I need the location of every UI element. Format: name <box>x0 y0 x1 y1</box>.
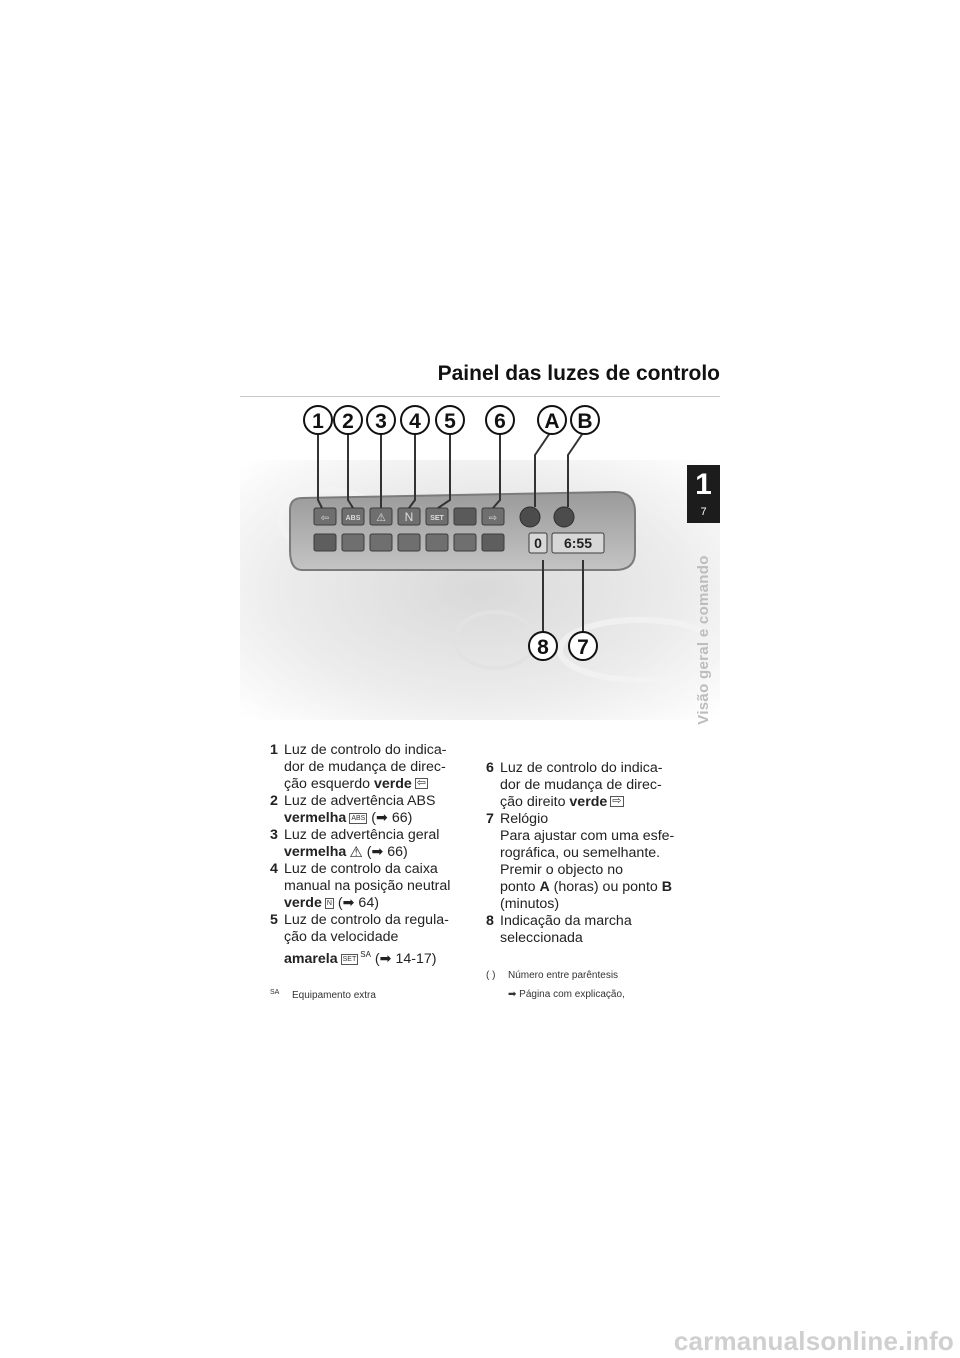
right-turn-icon: ⇨ <box>488 513 498 524</box>
callout-8-label: 8 <box>537 636 549 659</box>
title-divider <box>240 396 720 397</box>
left-turn-icon: ⇦ <box>416 777 427 789</box>
button-b <box>554 507 574 527</box>
callout-6-label: 6 <box>494 410 506 433</box>
lamp-coolant <box>342 534 364 551</box>
page-title: Painel das luzes de controlo <box>437 362 720 385</box>
callout-3-label: 3 <box>375 410 387 433</box>
callout-a-label: A <box>544 410 560 433</box>
sa-superscript: SA <box>360 950 371 959</box>
chapter-number: 1 <box>695 468 712 501</box>
callout-1-label: 1 <box>312 410 324 433</box>
lamp-fuel <box>454 534 476 551</box>
page-number: 7 <box>700 506 707 518</box>
list-item: 7 Relógio Para ajustar com uma esfe- rográfica, ou semelhante. Premir o objecto no ponto A (horas) ou ponto B (minutos) <box>486 811 675 912</box>
callout-b-label: B <box>577 410 593 433</box>
lamp-headlight <box>398 534 420 551</box>
list-item: 5 Luz de controlo da regula- ção da velocidade amarela $SET^{SA}$ (➡ 14-17) <box>270 912 449 967</box>
abs-icon: ABS <box>351 815 366 822</box>
instrument-panel-illustration <box>240 400 720 720</box>
chapter-side-label: Visão geral e comando <box>695 555 712 725</box>
lamp-oil <box>426 534 448 551</box>
legend-left-column <box>270 742 480 968</box>
button-a <box>520 507 540 527</box>
arrow-right-icon: ➡ <box>508 989 517 1000</box>
clock-value: 6:55 <box>563 535 593 551</box>
set-icon: SET <box>342 956 357 963</box>
chapter-tab <box>687 465 720 523</box>
lamp-bottom-7 <box>482 534 504 551</box>
lamp-row-top <box>314 507 574 527</box>
callout-2-label: 2 <box>342 410 354 433</box>
warning-icon: ⚠ <box>349 844 363 861</box>
callout-4-label: 4 <box>409 410 421 433</box>
gear-value: 0 <box>534 535 542 551</box>
abs-icon: ABS <box>345 515 361 522</box>
lamp-blank <box>454 508 476 525</box>
lamp-row-bottom <box>314 533 604 553</box>
callout-5-label: 5 <box>444 410 456 433</box>
footnote-page-reference: ➡ Página com explicação, <box>508 989 625 1000</box>
list-item: 8 Indicação da marcha seleccionada <box>486 913 632 946</box>
list-item: 2 Luz de advertência ABS vermelha ABS (➡ 66) <box>270 793 436 826</box>
callout-7-label: 7 <box>577 636 589 659</box>
lamp-panel <box>290 492 635 570</box>
neutral-icon: N <box>404 510 414 524</box>
warning-icon: ⚠ <box>376 512 386 524</box>
right-turn-icon: ⇨ <box>612 795 622 807</box>
set-icon: SET <box>430 515 444 522</box>
instrument-panel-figure <box>240 400 720 720</box>
neutral-icon: N <box>326 900 332 907</box>
legend-right-column <box>486 760 696 947</box>
watermark: carmanualsonline.info <box>673 1326 954 1356</box>
left-turn-icon: ⇦ <box>320 513 330 524</box>
footnote-sa: SA Equipamento extra <box>270 989 376 1001</box>
list-item: 4 Luz de controlo da caixa manual na posição neutral verde N (➡ 64) <box>270 861 451 911</box>
list-item: 1 Luz de controlo do indica- dor de mudança de direc- ção esquerdo verde ⇦ <box>270 742 447 792</box>
lamp-bottom-1 <box>314 534 336 551</box>
list-item: 6 Luz de controlo do indica- dor de mudança de direc- ção direito verde ⇨ <box>486 760 663 810</box>
footnote-parentheses: ( ) Número entre parêntesis <box>486 970 619 981</box>
lamp-battery <box>370 534 392 551</box>
list-item: 3 Luz de advertência geral vermelha ⚠ (➡ 66) <box>270 827 440 861</box>
